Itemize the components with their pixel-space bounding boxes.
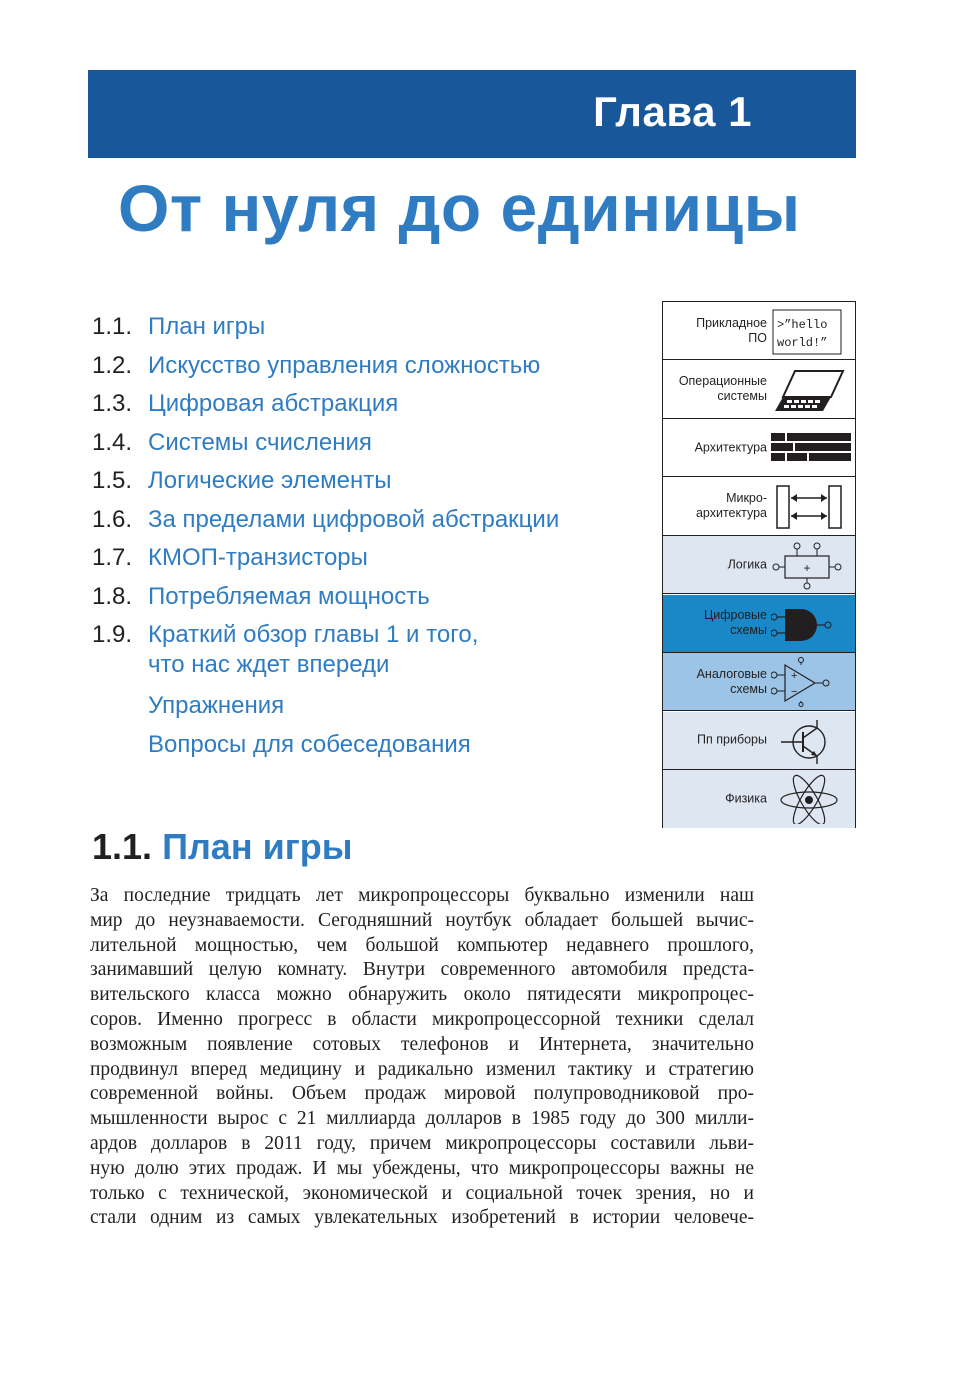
toc-item[interactable]	[92, 312, 652, 351]
laptop-icon	[771, 365, 851, 415]
paragraph-line: лительной мощностью, чем большой компьютер недавнего прошлого,	[90, 934, 754, 956]
toc-link[interactable]: План игры	[148, 313, 266, 340]
layer-label: Цифровые	[704, 608, 767, 622]
paragraph-line: продвинул вперед медицину и радикально изменил тактику и стратегию	[90, 1058, 754, 1080]
paragraph-line: соров. Именно прогресс в области микропроцессорной техники сделал	[90, 1008, 754, 1030]
toc-link[interactable]: Потребляемая мощность	[148, 582, 430, 610]
toc-number: 1.1.	[92, 313, 133, 340]
layer-operating-systems	[663, 361, 855, 419]
toc-link[interactable]: Системы счисления	[148, 428, 372, 456]
toc-item[interactable]	[92, 543, 652, 582]
toc-number: 1.3.	[92, 390, 133, 417]
layer-digital-circuits	[663, 595, 855, 653]
chapter-title: От нуля до единицы	[118, 171, 801, 245]
section-number: 1.1.	[92, 826, 153, 867]
toc-link[interactable]: Искусство управления сложностью	[148, 351, 541, 379]
svg-text:+: +	[803, 561, 811, 575]
and-gate-icon	[771, 599, 851, 649]
toc-item[interactable]	[92, 389, 652, 428]
toc-link[interactable]: За пределами цифровой абстракции	[148, 505, 560, 533]
layer-label: Архитектура	[694, 440, 767, 454]
paragraph-line: ардов долларов в 2011 году, причем микропроцессоры составили льви-	[90, 1132, 754, 1154]
datapath-icon	[771, 482, 851, 532]
layer-analog-circuits	[663, 653, 855, 711]
section-title: План игры	[162, 826, 353, 867]
terminal-code-line1: >”hello	[777, 318, 828, 332]
toc-link[interactable]: Цифровая абстракция	[148, 390, 399, 417]
layer-label: системы	[717, 389, 767, 403]
abstraction-levels-figure	[662, 301, 856, 828]
toc-item[interactable]	[92, 351, 652, 390]
paragraph-line: ную долю этих продаж. И мы убеждены, что микропроцессоры важны не	[90, 1157, 754, 1179]
layer-label: Физика	[725, 791, 767, 806]
toc-number: 1.4.	[92, 428, 133, 456]
svg-text:−: −	[791, 686, 798, 698]
body-paragraph	[90, 884, 754, 1231]
toc-item[interactable]	[92, 730, 652, 769]
paragraph-line: мир до неузнаваемости. Сегодняшний ноутбук обладает большей вычис-	[90, 909, 754, 931]
toc-link-exercises[interactable]: Упражнения	[148, 692, 285, 719]
layer-label: Логика	[727, 557, 767, 571]
terminal-icon	[771, 306, 851, 356]
terminal-code-line2: world!”	[777, 336, 828, 350]
layer-label: ПО	[748, 330, 767, 345]
chapter-header-bar	[88, 70, 856, 158]
layer-application-software	[663, 302, 855, 360]
op-amp-icon	[771, 657, 851, 707]
toc-link[interactable]: КМОП-транзисторы	[148, 544, 368, 571]
chapter-label: Глава 1	[593, 88, 752, 135]
paragraph-line: мышленности вырос с 21 миллиарда долларов в 1985 году до 300 милли-	[90, 1108, 754, 1130]
table-of-contents	[92, 312, 652, 768]
instruction-format-icon	[771, 423, 851, 473]
layer-label: Аналоговые	[696, 666, 767, 681]
paragraph-line: вительского класса можно обнаружить около пятидесяти микропроцес-	[90, 984, 754, 1006]
toc-number: 1.2.	[92, 351, 133, 379]
toc-number: 1.6.	[92, 505, 133, 533]
toc-item[interactable]	[92, 466, 652, 505]
layer-label: Операционные	[678, 374, 767, 388]
layer-label: схемы	[730, 623, 767, 637]
toc-item[interactable]	[92, 582, 652, 621]
section-heading	[92, 826, 352, 868]
toc-number: 1.8.	[92, 582, 133, 610]
paragraph-line: современной войны. Объем продаж мировой полупроводниковой про-	[90, 1083, 754, 1105]
paragraph-line: только с технической, экономической и социальной точек зрения, но и	[90, 1182, 754, 1204]
layer-label: Пп приборы	[697, 732, 767, 747]
toc-link[interactable]	[148, 620, 648, 680]
paragraph-line: возможным появление сотовых телефонов и Интернета, значительно	[90, 1033, 754, 1055]
layer-label: архитектура	[695, 506, 767, 520]
toc-item[interactable]	[92, 620, 652, 691]
toc-item[interactable]	[92, 505, 652, 544]
toc-link-line2: что нас ждет впереди	[148, 651, 390, 678]
layer-label: схемы	[730, 681, 767, 696]
transistor-icon	[771, 716, 851, 766]
svg-text:+: +	[791, 670, 798, 682]
toc-link-line1: Краткий обзор главы 1 и того,	[148, 621, 479, 648]
layer-architecture	[663, 419, 855, 477]
adder-block-icon	[771, 540, 851, 590]
toc-link-interview-questions[interactable]: Вопросы для собеседования	[148, 730, 471, 758]
toc-item[interactable]	[92, 428, 652, 467]
toc-number: 1.7.	[92, 544, 133, 571]
layer-microarchitecture	[663, 478, 855, 536]
paragraph-line: стали одним из самых увлекательных изобретений в истории человече-	[90, 1207, 754, 1229]
toc-link[interactable]: Логические элементы	[148, 467, 392, 494]
layer-logic	[663, 536, 855, 594]
layer-label: Прикладное	[696, 315, 767, 330]
layer-label: Микро-	[726, 491, 767, 505]
layer-physics	[663, 770, 855, 828]
paragraph-line: занимавший целую комнату. Внутри современного автомобиля предста-	[90, 959, 754, 981]
toc-number: 1.5.	[92, 467, 133, 494]
paragraph-line: За последние тридцать лет микропроцессоры буквально изменили наш	[90, 885, 754, 906]
atom-icon	[771, 774, 851, 824]
toc-item[interactable]	[92, 691, 652, 730]
toc-number: 1.9.	[92, 621, 133, 648]
layer-semiconductor-devices	[663, 712, 855, 770]
